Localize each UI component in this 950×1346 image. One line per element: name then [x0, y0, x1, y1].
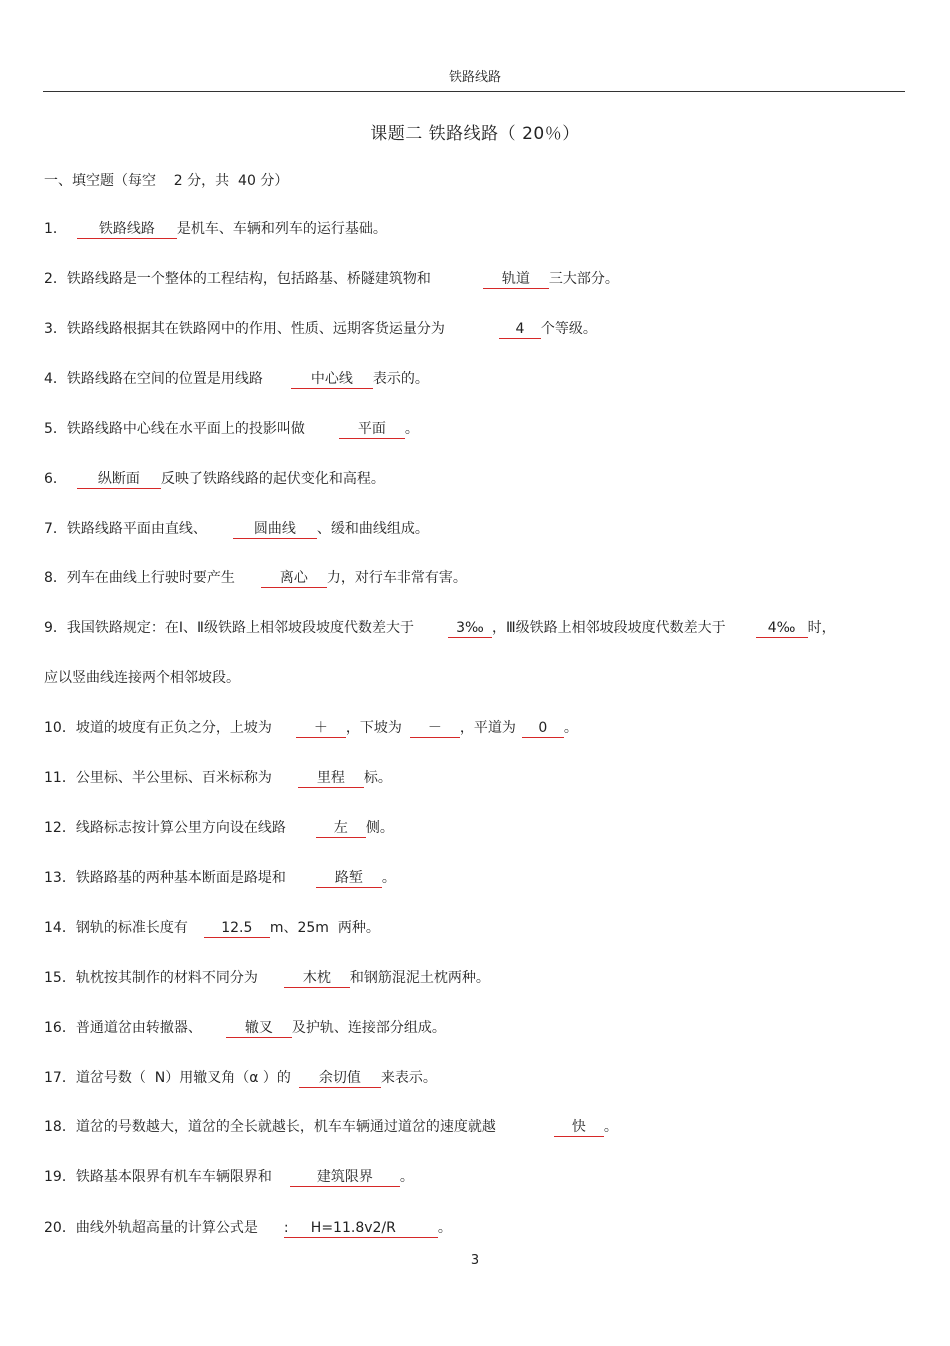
question-10: 10．坡道的坡度有正负之分，上坡为 ＋ ，下坡为 － ，平道为 0 。: [44, 720, 578, 736]
question-number: 6．: [44, 471, 67, 487]
answer-blank: ＋: [296, 719, 346, 738]
question-12: 12．线路标志按计算公里方向设在线路 左 侧。: [44, 820, 394, 836]
answer-blank: 里程: [298, 769, 364, 788]
answer-blank: 4: [499, 320, 541, 339]
question-11: 11．公里标、半公里标、百米标称为 里程 标。: [44, 770, 392, 786]
question-5: 5．铁路线路中心线在水平面上的投影叫做 平面 。: [44, 421, 419, 437]
question-number: 18．: [44, 1119, 76, 1135]
header-rule: [43, 91, 905, 92]
question-15: 15．轨枕按其制作的材料不同分为 木枕 和钢筋混泥土枕两种。: [44, 970, 490, 986]
answer-blank: 轨道: [483, 270, 549, 289]
answer-blank: 中心线: [291, 370, 373, 389]
question-20: 20．曲线外轨超高量的计算公式是 : H=11.8v2/R 。: [44, 1220, 452, 1236]
page-number: 3: [470, 1253, 480, 1268]
question-18: 18．道岔的号数越大，道岔的全长就越长，机车车辆通过道岔的速度就越 快 。: [44, 1119, 618, 1135]
question-16: 16．普通道岔由转撤器、 辙叉 及护轨、连接部分组成。: [44, 1020, 446, 1036]
question-number: 5．: [44, 421, 67, 437]
question-number: 17．: [44, 1070, 76, 1086]
question-number: 13．: [44, 870, 76, 886]
answer-blank: 木枕: [284, 969, 350, 988]
question-number: 15．: [44, 970, 76, 986]
answer-blank: －: [410, 719, 460, 738]
question-9-continuation: 应以竖曲线连接两个相邻坡段。: [44, 670, 240, 686]
answer-blank: 路堑: [316, 869, 382, 888]
question-14: 14．钢轨的标准长度有 12.5 m、25m 两种。: [44, 920, 380, 936]
question-number: 9．: [44, 620, 67, 636]
question-7: 7．铁路线路平面由直线、 圆曲线 、缓和曲线组成。: [44, 521, 429, 537]
answer-blank: 3‰: [448, 619, 492, 638]
answer-blank: 平面: [339, 420, 405, 439]
answer-blank: 铁路线路: [77, 220, 177, 239]
question-number: 7．: [44, 521, 67, 537]
question-1: 1． 铁路线路 是机车、车辆和列车的运行基础。: [44, 221, 387, 237]
question-number: 11．: [44, 770, 76, 786]
running-header: 铁路线路: [448, 70, 501, 85]
answer-blank: 快: [554, 1118, 604, 1137]
answer-blank: : H=11.8v2/R: [284, 1219, 438, 1238]
question-17: 17．道岔号数（ N）用辙叉角（α ）的 余切值 来表示。: [44, 1070, 437, 1086]
answer-blank: 离心: [261, 569, 327, 588]
section-heading: 一、填空题（每空 2 分，共 40 分）: [44, 173, 289, 189]
doc-title: 课题二 铁路线路（ 20％）: [370, 124, 580, 144]
answer-blank: 4‰: [756, 619, 808, 638]
question-number: 16．: [44, 1020, 76, 1036]
question-number: 19．: [44, 1169, 76, 1185]
question-number: 8．: [44, 570, 67, 586]
answer-blank: 12.5: [204, 919, 270, 938]
question-number: 20．: [44, 1220, 76, 1236]
question-3: 3．铁路线路根据其在铁路网中的作用、性质、远期客货运量分为 4 个等级。: [44, 321, 597, 337]
answer-blank: 圆曲线: [233, 520, 317, 539]
question-4: 4．铁路线路在空间的位置是用线路 中心线 表示的。: [44, 371, 429, 387]
answer-blank: 余切值: [299, 1069, 381, 1088]
answer-blank: 建筑限界: [290, 1168, 400, 1187]
question-number: 12．: [44, 820, 76, 836]
answer-blank: 0: [522, 719, 564, 738]
question-13: 13．铁路路基的两种基本断面是路堤和 路堑 。: [44, 870, 396, 886]
question-number: 10．: [44, 720, 76, 736]
question-number: 4．: [44, 371, 67, 387]
question-number: 3．: [44, 321, 67, 337]
question-number: 14．: [44, 920, 76, 936]
question-19: 19．铁路基本限界有机车车辆限界和 建筑限界 。: [44, 1169, 414, 1185]
answer-blank: 左: [316, 819, 366, 838]
question-6: 6． 纵断面 反映了铁路线路的起伏变化和高程。: [44, 471, 385, 487]
question-number: 1．: [44, 221, 67, 237]
question-9: 9．我国铁路规定：在Ⅰ、Ⅱ级铁路上相邻坡段坡度代数差大于 3‰ ，Ⅲ级铁路上相邻坡段坡度代数差大于 4‰ 时，: [44, 620, 836, 636]
question-8: 8．列车在曲线上行驶时要产生 离心 力，对行车非常有害。: [44, 570, 467, 586]
answer-blank: 纵断面: [77, 470, 161, 489]
answer-blank: 辙叉: [226, 1019, 292, 1038]
question-number: 2．: [44, 271, 67, 287]
question-2: 2．铁路线路是一个整体的工程结构，包括路基、桥隧建筑物和 轨道 三大部分。: [44, 271, 619, 287]
